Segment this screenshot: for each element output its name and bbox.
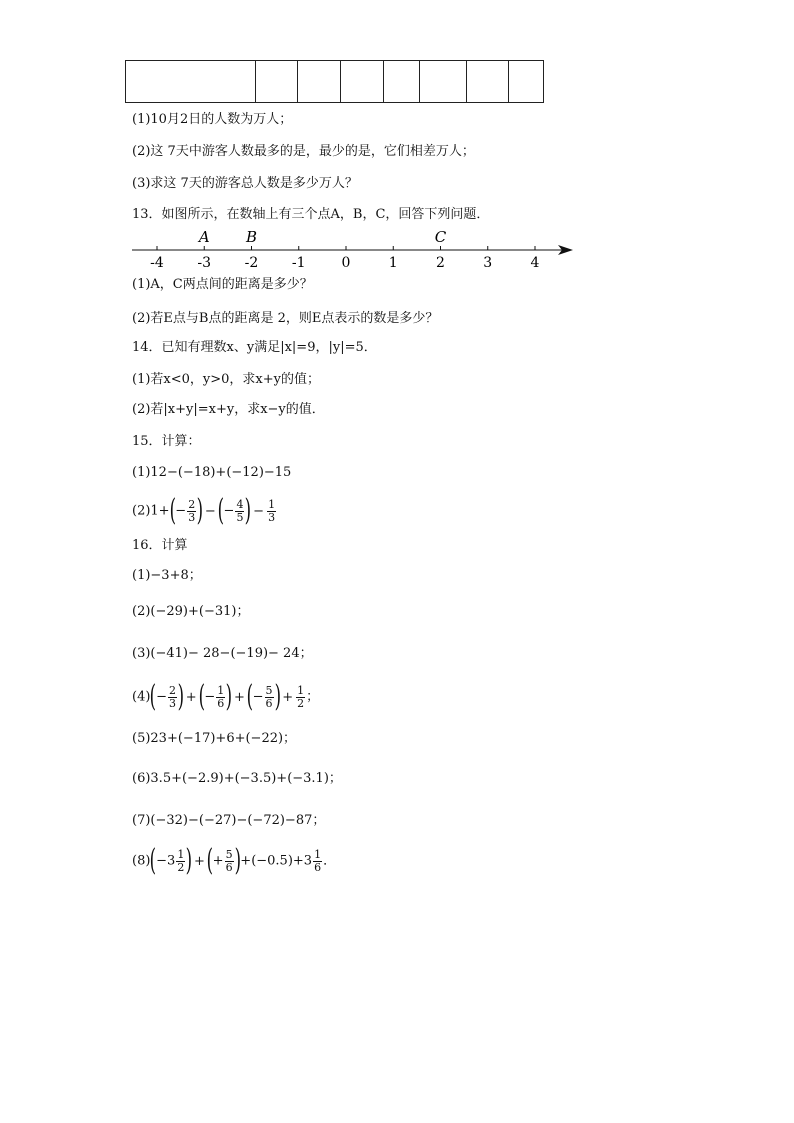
q13-part2: (2)若E点与B点的距离是 2，则E点表示的数是多少？ [132, 311, 439, 326]
q16-part1: (1)−3+8； [132, 568, 202, 583]
number-line-tick-label: -3 [197, 255, 212, 271]
number-line-tick-label: 4 [530, 255, 540, 271]
table-row [126, 61, 544, 103]
sign: − [223, 503, 235, 519]
denominator: 3 [188, 510, 196, 524]
operator: − [204, 503, 216, 519]
numerator: 2 [169, 683, 177, 697]
denominator: 6 [217, 696, 225, 710]
q16-part4-label: (4) [132, 689, 151, 705]
table-cell [256, 61, 298, 103]
denominator: 3 [169, 696, 177, 710]
q14-part1: (1)若x<0，y>0，求x+y的值； [132, 372, 320, 387]
period: ． [323, 853, 337, 869]
numerator: 4 [236, 497, 244, 511]
number-line-point-a: A [198, 228, 210, 246]
numerator: 1 [297, 683, 305, 697]
fraction [176, 849, 185, 874]
number-line-tick-label: -4 [150, 255, 164, 271]
table-cell [509, 61, 544, 103]
table-cell [420, 61, 467, 103]
q16-part8-label: (8) [132, 853, 151, 869]
q12-part2: (2)这 7天中游客人数最多的是，最少的是，它们相差万人； [132, 144, 475, 159]
number-line-point-b: B [245, 228, 258, 246]
table-cell [341, 61, 384, 103]
q15-part1: (1)12−(−18)+(−12)−15 [132, 465, 292, 480]
numerator: 1 [177, 847, 185, 861]
number-line-tick-label: -2 [244, 255, 259, 271]
expression-middle: +(−0.5)+3 [240, 853, 313, 869]
q16-part8: (8)(−3 $\frac{1}{2}$ ) +(+ $\frac{5}{6}$ )+(−0.5)+3 $\frac{1}{6}$ ． [132, 843, 337, 878]
numerator: 1 [314, 847, 322, 861]
denominator: 2 [297, 696, 305, 710]
q14-stem: 14．已知有理数x、y满足|x|=9，|y|=5． [132, 340, 377, 355]
table-cell [298, 61, 341, 103]
q16-part3: (3)(−41)− 28−(−19)− 24； [132, 646, 313, 661]
numerator: 2 [188, 497, 196, 511]
denominator: 5 [236, 510, 244, 524]
q12-part3: (3)求这 7天的游客总人数是多少万人？ [132, 176, 358, 191]
numerator: 5 [225, 847, 233, 861]
number-line-tick-label: 2 [436, 255, 445, 271]
number-line-tick-label: -1 [291, 255, 306, 271]
fraction [187, 499, 196, 524]
q15-stem: 15．计算： [132, 434, 201, 449]
denominator: 3 [268, 510, 276, 524]
number-line-tick-label: 1 [388, 255, 398, 271]
whole-number: 3 [167, 853, 176, 869]
data-table [125, 60, 544, 103]
fraction [168, 685, 177, 710]
numerator: 1 [217, 683, 225, 697]
fraction [216, 685, 225, 710]
q12-part1: (1)10月2日的人数为万人； [132, 112, 293, 127]
fraction [225, 849, 234, 874]
q13-part1: (1)A，C两点间的距离是多少？ [132, 277, 313, 292]
table-cell [384, 61, 420, 103]
denominator: 6 [314, 860, 322, 874]
number-line-tick-label: 3 [483, 255, 493, 271]
denominator: 2 [177, 860, 185, 874]
denominator: 6 [225, 860, 233, 874]
table-cell [467, 61, 509, 103]
number-line [130, 228, 580, 272]
q14-part2: (2)若|x+y|=x+y，求x−y的值． [132, 402, 325, 417]
operator: − [253, 503, 265, 519]
q16-part2: (2)(−29)+(−31)； [132, 604, 250, 619]
denominator: 6 [265, 696, 273, 710]
number-line-point-c: C [434, 228, 447, 246]
numerator: 5 [265, 683, 273, 697]
q13-stem: 13．如图所示，在数轴上有三个点A，B，C，回答下列问题． [132, 207, 490, 222]
fraction [267, 499, 276, 524]
numerator: 1 [268, 497, 276, 511]
fraction [296, 685, 305, 710]
q16-stem: 16．计算 [132, 538, 188, 553]
q16-part7: (7)(−32)−(−27)−(−72)−87； [132, 813, 326, 828]
q15-part2-label: (2)1+ [132, 503, 170, 519]
fraction [235, 499, 244, 524]
q16-part4: (4)(− $\frac{2}{3}$ ) +(− $\frac{1}{6}$ ) +(− $\frac{5}{6}$ ) + $\frac{1}{2}$ ； [132, 679, 320, 714]
q16-part5: (5)23+(−17)+6+(−22)； [132, 731, 297, 746]
sign: − [175, 503, 187, 519]
fraction [265, 685, 274, 710]
q16-part6: (6)3.5+(−2.9)+(−3.5)+(−3.1)； [132, 771, 342, 786]
q15-part2: (2)1+(− $\frac{2}{3}$ ) −(− $\frac{4}{5}$ ) − $\frac{1}{3}$ [132, 493, 276, 528]
number-line-tick-label: 0 [341, 255, 351, 271]
table-cell [126, 61, 256, 103]
fraction [313, 849, 322, 874]
